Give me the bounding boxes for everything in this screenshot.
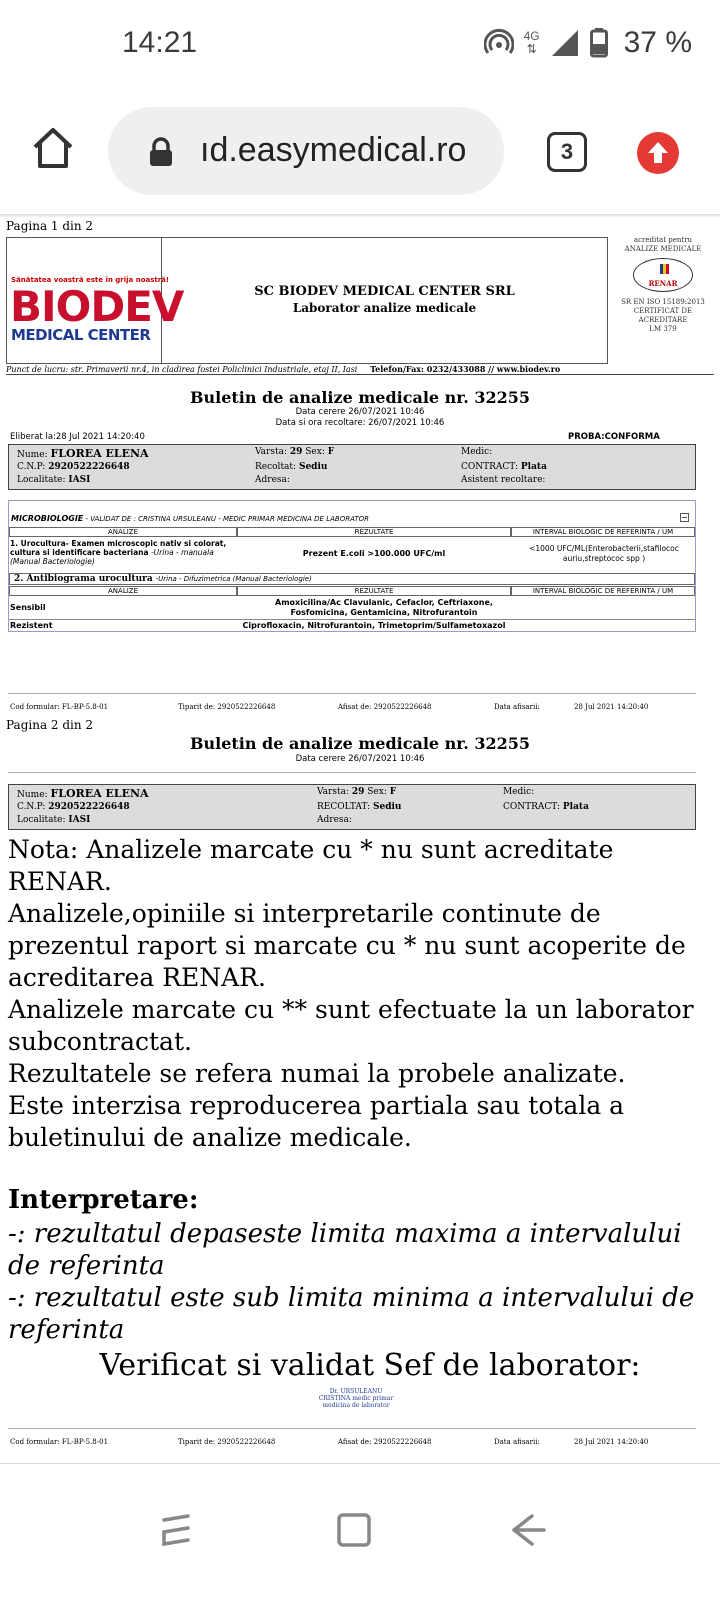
- note-reproducere: Este interzisa reproducerea partiala sau totala a buletinului de analize medicale.: [8, 1091, 625, 1152]
- home-nav-icon[interactable]: [334, 1510, 374, 1550]
- footer-data-2: 28 Jul 2021 14:20:40: [574, 1438, 649, 1446]
- tab-switcher-button[interactable]: 3: [547, 132, 587, 172]
- renar-badge: [633, 258, 693, 292]
- company-subtitle: Laborator analize medicale: [292, 301, 477, 315]
- work-address: Punct de lucru: str. Primaverii nr.4, in cladirea fostei Policlinici Industriale, etaj II, Iasi: [6, 365, 358, 374]
- page1-data-cerere: Data cerere 26/07/2021 10:46: [295, 407, 425, 417]
- adresa-label: Adresa:: [255, 475, 290, 485]
- page2-data-cerere: Data cerere 26/07/2021 10:46: [295, 754, 425, 764]
- contract-label: CONTRACT:: [503, 802, 561, 812]
- page2-footer-rule: [8, 1428, 696, 1429]
- header-rule: [6, 374, 714, 375]
- browser-toolbar: [0, 95, 720, 215]
- section-title: [11, 514, 369, 523]
- url-text[interactable]: ıd.easymedical.ro: [200, 131, 467, 169]
- section-name: MICROBIOLOGIE: [11, 514, 84, 523]
- footer-afisat-2: Afisat de: 2920522226648: [338, 1438, 432, 1446]
- recent-apps-icon[interactable]: [156, 1510, 196, 1550]
- nume-label: Nume:: [17, 450, 48, 460]
- medic-label: Medic:: [503, 787, 535, 797]
- patient-localitate: IASI: [68, 475, 91, 485]
- proba-status: PROBA:CONFORMA: [568, 432, 660, 442]
- patient-localitate: IASI: [68, 815, 91, 825]
- logo-name: BIODEV: [10, 282, 184, 331]
- contract-label: CONTRACT:: [461, 462, 519, 472]
- logo-sub: MEDICAL CENTER: [11, 326, 151, 344]
- footer-data-label-2: Data afisarii:: [494, 1438, 540, 1446]
- page2-patient-box: [8, 784, 696, 830]
- patient-recoltat: Sediu: [298, 462, 328, 472]
- localitate-label: Localitate:: [17, 815, 66, 825]
- page1-footer: [10, 703, 108, 711]
- address-line: [6, 364, 560, 374]
- sex-label: Sex:: [367, 787, 387, 797]
- status-icons: [484, 26, 692, 60]
- patient-varsta: 29: [351, 787, 365, 797]
- nume-label: Nume:: [17, 790, 48, 800]
- note-subcontractat: Analizele marcate cu ** sunt efectuate la un laborator subcontractat.: [8, 995, 694, 1056]
- arrow-up-icon: [637, 132, 679, 174]
- interp-min: -: rezultatul este sub limita minima a intervalului de referinta: [8, 1283, 695, 1345]
- footer-afisat: Afisat de: 2920522226648: [338, 703, 432, 711]
- test2-name: 2. Antibiograma urocultura: [14, 574, 153, 584]
- row-divider: [9, 619, 695, 620]
- sensibil-label: Sensibil: [10, 603, 46, 612]
- footer-tiparit-2: Tiparit de: 2920522226648: [178, 1438, 276, 1446]
- test1-result: Prezent E.coli >100.000 UFC/ml: [302, 549, 446, 558]
- biodev-logo: [7, 238, 184, 363]
- test1-row: [10, 539, 238, 566]
- home-icon[interactable]: [30, 125, 76, 171]
- patient-recoltat: Sediu: [372, 802, 402, 812]
- network-type: 4G ⇅: [523, 29, 540, 56]
- col-rezultate-1: REZULTATE: [237, 527, 511, 537]
- notes-block: [8, 834, 708, 1154]
- address-bar[interactable]: [108, 107, 504, 195]
- note-probe: Rezultatele se refera numai la probele analizate.: [8, 1059, 626, 1088]
- footer-data-label: Data afisarii:: [494, 703, 540, 711]
- varsta-label: Varsta:: [255, 447, 287, 457]
- page1-patient-box: [8, 444, 696, 490]
- col-analize-1: ANALIZE: [9, 527, 237, 537]
- patient-name: FLOREA ELENA: [50, 787, 149, 800]
- page1-title: Buletin de analize medicale nr. 32255: [189, 388, 531, 407]
- patient-sex: F: [389, 787, 397, 797]
- interpretare-title: Interpretare:: [8, 1185, 199, 1215]
- update-button[interactable]: [637, 132, 679, 174]
- col-interval-1: INTERVAL BIOLOGIC DE REFERINTA / UM: [511, 527, 695, 537]
- section-validat: - VALIDAT DE : CRISTINA URSULEANU - MEDIC PRIMAR MEDICINA DE LABORATOR: [83, 515, 369, 523]
- rezistent-label: Rezistent: [10, 621, 53, 630]
- test1-interval: <1000 UFC/ML(Enterobacterii,stafilococ auriu,streptococ spp ): [529, 544, 679, 563]
- battery-percent: 37 %: [623, 26, 692, 59]
- patient-varsta: 29: [289, 447, 303, 457]
- patient-contract: Plata: [562, 802, 589, 812]
- company-name: SC BIODEV MEDICAL CENTER SRL: [254, 284, 515, 299]
- page2-rule: [8, 772, 696, 773]
- renar-line5: LM 379: [649, 325, 677, 333]
- sensibil-list: Amoxicilina/Ac Clavulanic, Cefaclor, Ceftriaxone, Fosfomicina, Gentamicina, Nitrofurantoin: [275, 598, 493, 617]
- test2-header: [9, 573, 695, 585]
- lock-icon: [148, 137, 174, 167]
- note-renar: Nota: Analizele marcate cu * nu sunt acreditate RENAR.: [8, 835, 614, 896]
- renar-accreditation: [612, 236, 714, 334]
- status-bar: [0, 0, 720, 95]
- collapse-icon[interactable]: −: [681, 513, 688, 522]
- col-rezultate-2: REZULTATE: [237, 586, 511, 596]
- page1-header: [6, 237, 608, 364]
- rezistent-list: Ciprofloxacin, Nitrofurantoin, Trimetoprim/Sulfametoxazol: [242, 621, 506, 630]
- page2-pagination: Pagina 2 din 2: [6, 718, 94, 732]
- footer-cod: Cod formular: FL-BP-5.8-01: [10, 703, 109, 711]
- contact-info: Telefon/Fax: 0232/433088 // www.biodev.ro: [370, 364, 561, 374]
- note-opinii: Analizele,opiniile si interpretarile continute de prezentul raport si marcate cu * nu sunt acoperite de acreditarea RENAR.: [8, 899, 686, 992]
- toolbar-divider: [0, 214, 720, 218]
- patient-name: FLOREA ELENA: [50, 447, 149, 460]
- recoltat-label: RECOLTAT:: [317, 802, 371, 812]
- page1-pagination: Pagina 1 din 2: [6, 219, 94, 233]
- page1-data-recoltare: Data si ora recoltare: 26/07/2021 10:46: [275, 418, 445, 428]
- asistent-label: Asistent recoltare:: [461, 475, 546, 485]
- medic-label: Medic:: [461, 447, 493, 457]
- verificat-label: Verificat si validat Sef de laborator:: [99, 1348, 641, 1383]
- microbiologie-section: [8, 500, 696, 632]
- patient-contract: Plata: [520, 462, 547, 472]
- cnp-label: C.N.P:: [17, 802, 46, 812]
- battery-icon: [590, 28, 608, 58]
- patient-cnp: 2920522226648: [48, 802, 130, 812]
- patient-sex: F: [327, 447, 335, 457]
- patient-cnp: 2920522226648: [48, 462, 130, 472]
- page1-footer-rule: [8, 693, 696, 694]
- system-nav-bar: [0, 1463, 720, 1600]
- renar-badge-text: RENAR: [648, 279, 678, 288]
- logo-tagline: Sănătatea voastră este în grija noastră!: [11, 276, 170, 284]
- interp-max: -: rezultatul depaseste limita maxima a intervalului de referinta: [8, 1219, 682, 1281]
- footer-tiparit: Tiparit de: 2920522226648: [178, 703, 276, 711]
- adresa-label: Adresa:: [317, 815, 352, 825]
- back-icon[interactable]: [508, 1510, 548, 1550]
- localitate-label: Localitate:: [17, 475, 66, 485]
- renar-flag-icon: [634, 261, 694, 281]
- varsta-label: Varsta:: [317, 787, 349, 797]
- recoltat-label: Recoltat:: [255, 462, 297, 472]
- page2-title: Buletin de analize medicale nr. 32255: [189, 734, 531, 753]
- renar-line1: acreditat pentru: [633, 236, 693, 244]
- renar-line2: ANALIZE MEDICALE: [624, 245, 702, 253]
- footer-data: 28 Jul 2021 14:20:40: [574, 703, 649, 711]
- test2-method: -Urina - Difuzimetrica (Manual Bacteriologie): [155, 575, 312, 583]
- signal-icon: [550, 28, 580, 58]
- signature-stamp: Dr. URSULEANU CRISTINA medic primar medicina de laborator: [318, 1388, 394, 1409]
- sex-label: Sex:: [305, 447, 325, 457]
- clock: 14:21: [122, 26, 198, 59]
- renar-line3: SR EN ISO 15189:2013: [621, 298, 705, 306]
- test1-name: 1. Urocultura- Examen microscopic nativ si colorat, cultura si identificare bacteriana: [10, 539, 227, 557]
- cnp-label: C.N.P:: [17, 462, 46, 472]
- test1-method: -Urina - manuala (Manual Bacteriologie): [10, 548, 214, 566]
- col-analize-2: ANALIZE: [9, 586, 237, 596]
- eliberat-at: Eliberat la:28 Jul 2021 14:20:40: [10, 432, 145, 442]
- renar-line4: CERTIFICAT DE ACREDITARE: [633, 307, 693, 324]
- footer-cod-2: Cod formular: FL-BP-5.8-01: [10, 1438, 109, 1446]
- hotspot-icon: [484, 28, 514, 58]
- col-interval-2: INTERVAL BIOLOGIC DE REFERINTA / UM: [511, 586, 695, 596]
